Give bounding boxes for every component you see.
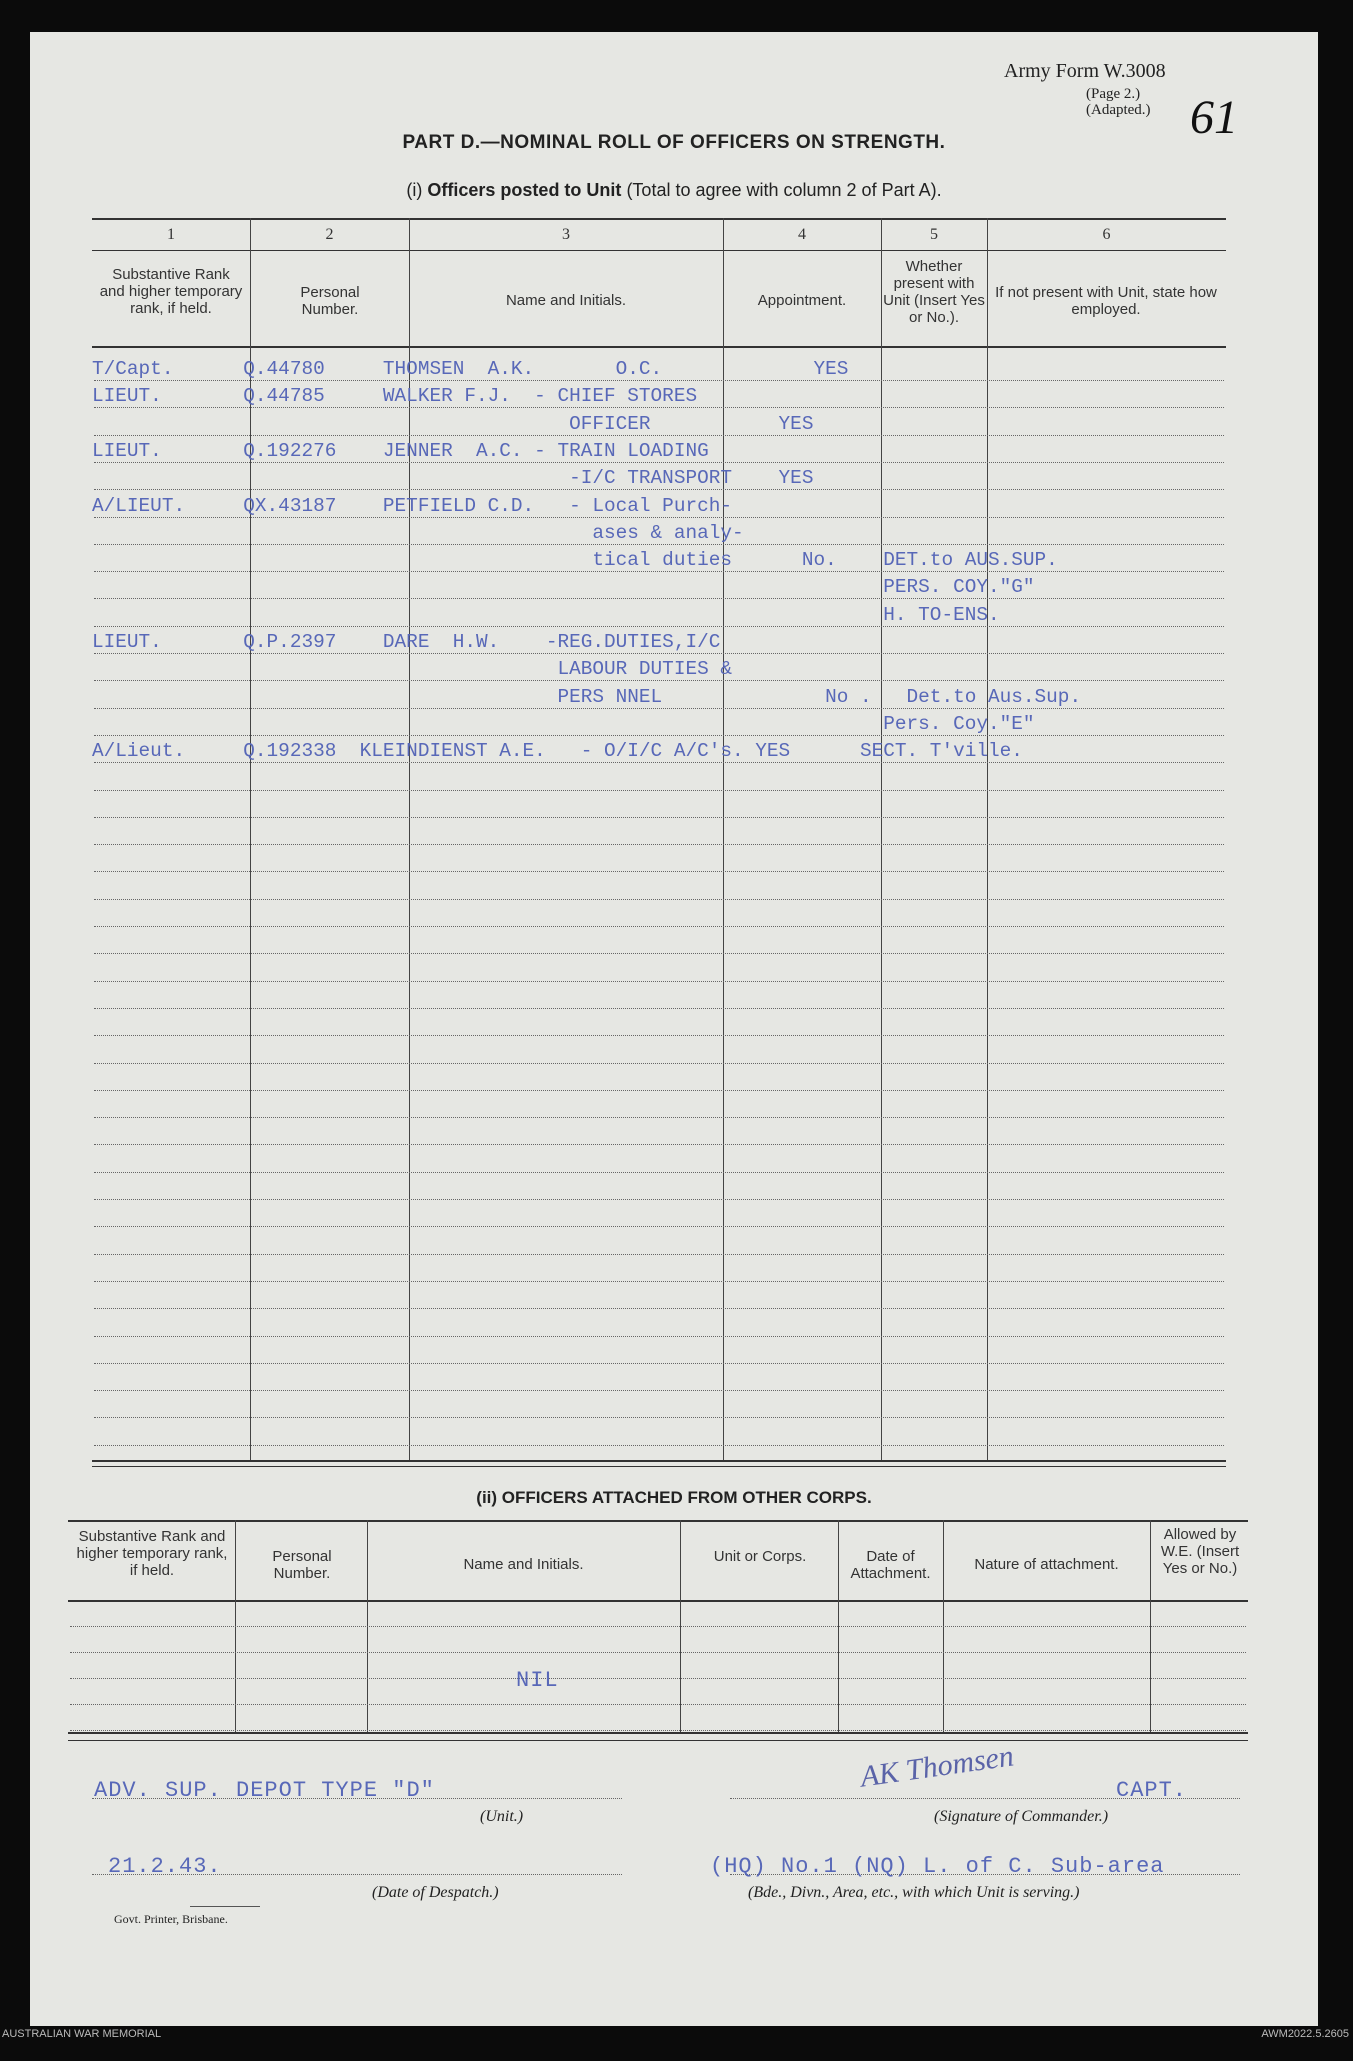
t2-header-date: Date of Attachment.: [850, 1548, 931, 1582]
signature-rank: CAPT.: [1116, 1778, 1188, 1803]
col-header-appointment: Appointment.: [757, 292, 847, 309]
typed-entry-line: LIEUT. Q.192276 JENNER A.C. - TRAIN LOADING: [92, 439, 709, 462]
area-value: (HQ) No.1 (NQ) L. of C. Sub-area: [710, 1854, 1165, 1879]
col-number-5: 5: [930, 226, 938, 243]
col-number-2: 2: [325, 226, 334, 243]
table1-rule-line: [94, 1363, 1224, 1364]
typed-entry-line: LABOUR DUTIES &: [92, 658, 732, 681]
table1-rule-line: [94, 489, 1224, 490]
table1-rule-line: [94, 1117, 1224, 1118]
footer-left: AUSTRALIAN WAR MEMORIAL: [2, 2028, 162, 2040]
unit-label: (Unit.): [480, 1808, 524, 1825]
table2-rule-line: [70, 1626, 1246, 1627]
date-value: 21.2.43.: [108, 1854, 222, 1879]
signature-label: (Signature of Commander.): [934, 1808, 1109, 1825]
typed-entry-line: PERS. COY."G": [92, 576, 1035, 599]
table1-rule-line: [94, 544, 1224, 545]
table1-rule-line: [94, 680, 1224, 681]
typed-entry-line: ases & analy-: [92, 521, 744, 544]
table1-rule-line: [94, 1445, 1224, 1446]
table1-rule-line: [94, 598, 1224, 599]
table1-rule-line: [94, 817, 1224, 818]
handwritten-page-number: 61: [1190, 91, 1238, 144]
table1-rule-line: [94, 1035, 1224, 1036]
table1-rule-line: [94, 1417, 1224, 1418]
typed-entry-line: PERS NNEL No . Det.to Aus.Sup.: [92, 685, 1082, 708]
t2-header-allowed: Allowed by W.E. (Insert Yes or No.): [1160, 1526, 1240, 1577]
col-header-personal-number: Personal Number.: [300, 284, 360, 318]
section-ii-title: (ii) OFFICERS ATTACHED FROM OTHER CORPS.: [476, 1488, 872, 1507]
table1-rule-line: [94, 1172, 1224, 1173]
date-label: (Date of Despatch.): [372, 1884, 499, 1901]
table1-rule-line: [94, 1281, 1224, 1282]
table2-rule-line: [70, 1730, 1246, 1731]
col-number-3: 3: [562, 226, 570, 243]
table2-rule-line: [70, 1652, 1246, 1653]
table1-rule-line: [94, 1308, 1224, 1309]
col-number-6: 6: [1102, 226, 1111, 243]
table1-rule-line: [94, 626, 1224, 627]
table1-rule-line: [94, 1063, 1224, 1064]
col-header-employment: If not present with Unit, state how employed.: [995, 284, 1217, 318]
table1-rule-line: [94, 407, 1224, 408]
table1-rule-line: [94, 790, 1224, 791]
table1-rule-line: [94, 1336, 1224, 1337]
commander-signature: AK Thomsen: [858, 1739, 1016, 1794]
typed-entry-line: T/Capt. Q.44780 THOMSEN A.K. O.C. YES: [92, 358, 849, 380]
table1-rule-line: [94, 1090, 1224, 1091]
area-label: (Bde., Divn., Area, etc., with which Unit is serving.): [748, 1884, 1080, 1901]
table1-rule-line: [94, 1008, 1224, 1009]
table1-rule-line: [94, 981, 1224, 982]
table1-rule-line: [94, 899, 1224, 900]
table1-rule-line: [94, 953, 1224, 954]
t2-header-nature: Nature of attachment.: [974, 1556, 1119, 1573]
section-i-prefix: (i): [406, 180, 423, 200]
table2-nil-entry: NIL: [516, 1668, 559, 1693]
table1-rule-line: [94, 735, 1224, 736]
table1-rule-line: [94, 1199, 1224, 1200]
table1-rule-line: [94, 926, 1224, 927]
t2-header-rank: Substantive Rank and higher temporary rank, if held.: [76, 1528, 228, 1579]
t2-header-name: Name and Initials.: [463, 1556, 584, 1573]
t2-header-unit: Unit or Corps.: [713, 1548, 807, 1565]
typed-entry-line: LIEUT. Q.P.2397 DARE H.W. -REG.DUTIES,I/C: [92, 631, 721, 653]
section-i-title: Officers posted to Unit: [427, 180, 622, 200]
typed-entry-line: Pers. Coy."E": [92, 712, 1035, 735]
typed-entry-line: LIEUT. Q.44785 WALKER F.J. - CHIEF STORES: [92, 385, 698, 408]
table1-rule-line: [94, 517, 1224, 518]
col-header-present: Whether present with Unit (Insert Yes or No.).: [883, 258, 985, 326]
printer-imprint: Govt. Printer, Brisbane.: [114, 1912, 228, 1926]
col-header-name: Name and Initials.: [505, 292, 627, 309]
table1-rule-line: [94, 653, 1224, 654]
table1-rule-line: [94, 380, 1224, 381]
table1-rule-line: [94, 1144, 1224, 1145]
typed-entry-line: A/LIEUT. QX.43187 PETFIELD C.D. - Local Purch-: [92, 494, 732, 517]
typed-entry-line: OFFICER YES: [92, 412, 814, 435]
table1-rule-line: [94, 435, 1224, 436]
table1-rule-line: [94, 871, 1224, 872]
typed-entry-line: tical duties No. DET.to AUS.SUP.: [92, 549, 1058, 572]
table1-rule-line: [94, 1254, 1224, 1255]
col-header-rank: Substantive Rank and higher temporary rank, if held.: [99, 266, 243, 317]
col-number-1: 1: [167, 226, 175, 243]
table1-rule-line: [94, 1390, 1224, 1391]
table1-rule-line: [94, 762, 1224, 763]
typed-entry-line: H. TO-ENS.: [92, 603, 1000, 626]
section-i-heading: [30, 180, 1318, 201]
col-number-4: 4: [798, 226, 806, 243]
table1-rule-line: [94, 571, 1224, 572]
section-i-note: (Total to agree with column 2 of Part A).: [626, 180, 942, 200]
form-adapted: (Adapted.): [1086, 102, 1151, 118]
unit-value: ADV. SUP. DEPOT TYPE "D": [94, 1778, 435, 1803]
typed-entry-line: A/Lieut. Q.192338 KLEINDIENST A.E. - O/I/C A/C's. YES SECT. T'ville.: [92, 740, 1023, 763]
table1-rule-line: [94, 462, 1224, 463]
footer-right: AWM2022.5.2605: [1261, 2028, 1349, 2040]
table1-rule-line: [94, 708, 1224, 709]
t2-header-personal-number: Personal Number.: [272, 1548, 332, 1582]
form-page: [30, 32, 1318, 2026]
form-id: Army Form W.3008: [1004, 60, 1166, 82]
table2-rule-line: [70, 1678, 1246, 1679]
table1-rule-line: [94, 1226, 1224, 1227]
typed-entry-line: -I/C TRANSPORT YES: [92, 467, 814, 490]
table1-rule-line: [94, 844, 1224, 845]
table2-rule-line: [70, 1704, 1246, 1705]
part-title: PART D.—NOMINAL ROLL OF OFFICERS ON STRENGTH.: [402, 132, 946, 153]
form-page-ref: (Page 2.): [1086, 86, 1141, 102]
